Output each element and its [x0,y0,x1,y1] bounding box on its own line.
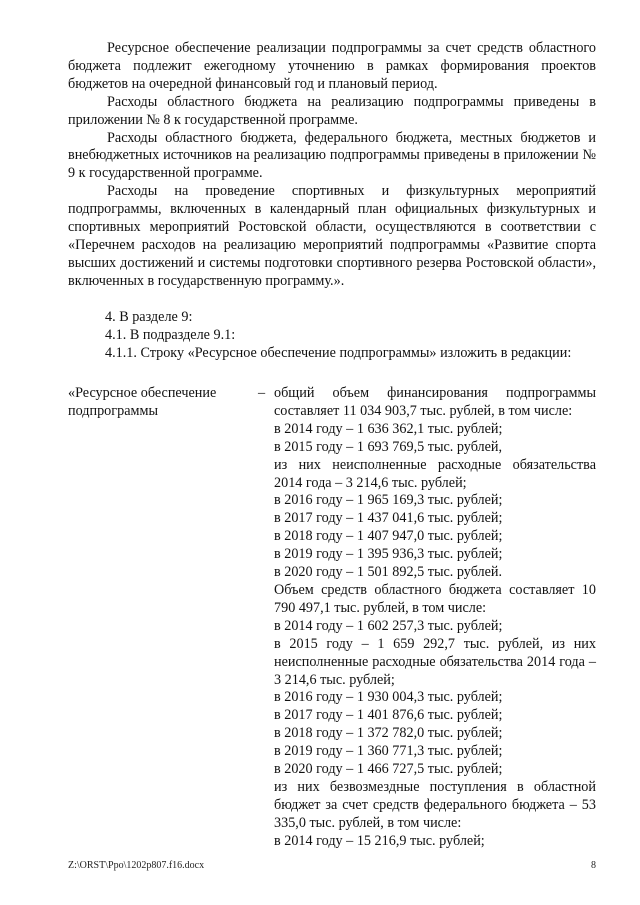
paragraph-regional-budget-expenses: Расходы областного бюджета на реализацию подпрограммы приведены в приложении № 8 к государственной программе. [68,93,596,128]
value-line: в 2015 году – 1 693 769,5 тыс. рублей, [274,438,503,455]
passport-row-resource-provision [68,385,596,851]
row-dash: – [258,385,266,401]
document-body [68,40,596,362]
value-line: в 2016 году – 1 965 169,3 тыс. рублей; [274,492,503,509]
value-line: Объем средств областного бюджета составляет 10 790 497,1 тыс. рублей, в том числе: [274,581,596,616]
value-line: в 2018 году – 1 407 947,0 тыс. рублей; [274,528,503,545]
footer-page-number: 8 [591,860,596,871]
value-line: из них безвозмездные поступления в областной бюджет за счет средств федерального бюджета – 53 335,0 тыс. рублей, в том числе: [274,778,596,831]
value-line: в 2014 году – 15 216,9 тыс. рублей; [274,832,485,849]
row-label: «Ресурсное обеспечение подпрограммы [68,385,217,419]
value-line: в 2014 году – 1 636 362,1 тыс. рублей; [274,420,503,437]
value-line: в 2020 году – 1 466 727,5 тыс. рублей; [274,761,503,778]
footer-file-path: Z:\ORST\Ppo\1202p807.f16.docx [68,860,205,871]
value-line: из них неисполненные расходные обязательства 2014 года – 3 214,6 тыс. рублей; [274,456,596,491]
value-line: в 2018 году – 1 372 782,0 тыс. рублей; [274,725,503,742]
value-line: в 2014 году – 1 602 257,3 тыс. рублей; [274,617,503,634]
paragraph-resource-provision: Ресурсное обеспечение реализации подпрограммы за счет средств областного бюджета подлежит ежегодному уточнению в рамках формирования проектов бюджетов на очередной финансовый год и плановый период. [68,40,596,92]
value-line: в 2017 году – 1 401 876,6 тыс. рублей; [274,707,503,724]
amendment-instruction: 4.1.1. Строку «Ресурсное обеспечение подпрограммы» изложить в редакции: [105,344,572,361]
paragraph-sports-events-expenses: Расходы на проведение спортивных и физкультурных мероприятий подпрограммы, включенных в календарный план официальных физкультурных и спортивных мероприятий Ростовской области, осуществляются в соответствии с «Перечнем расходов на реализацию мероприятий подпрограммы «Развитие спорта высших достижений и системы подготовки спортивного резерва Ростовской области», включенных в государственную программу.». [68,183,596,289]
value-line: в 2019 году – 1 360 771,3 тыс. рублей; [274,743,503,760]
value-line: в 2019 году – 1 395 936,3 тыс. рублей; [274,546,503,563]
value-line: в 2017 году – 1 437 041,6 тыс. рублей; [274,510,503,527]
value-line: в 2016 году – 1 930 004,3 тыс. рублей; [274,689,503,706]
value-line: в 2020 году – 1 501 892,5 тыс. рублей. [274,564,503,581]
value-line: в 2015 году – 1 659 292,7 тыс. рублей, из них неисполненные расходные обязательства 2014 года – 3 214,6 тыс. рублей; [274,635,596,688]
amendment-section: 4. В разделе 9: [105,308,193,325]
amendment-subsection: 4.1. В подразделе 9.1: [105,326,236,343]
value-line: общий объем финансирования подпрограммы составляет 11 034 903,7 тыс. рублей, в том числе: [274,385,596,419]
row-value [274,385,596,851]
paragraph-all-budgets-expenses: Расходы областного бюджета, федерального бюджета, местных бюджетов и внебюджетных источников на реализацию подпрограммы приведены в приложении № 9 к государственной программе. [68,129,596,182]
